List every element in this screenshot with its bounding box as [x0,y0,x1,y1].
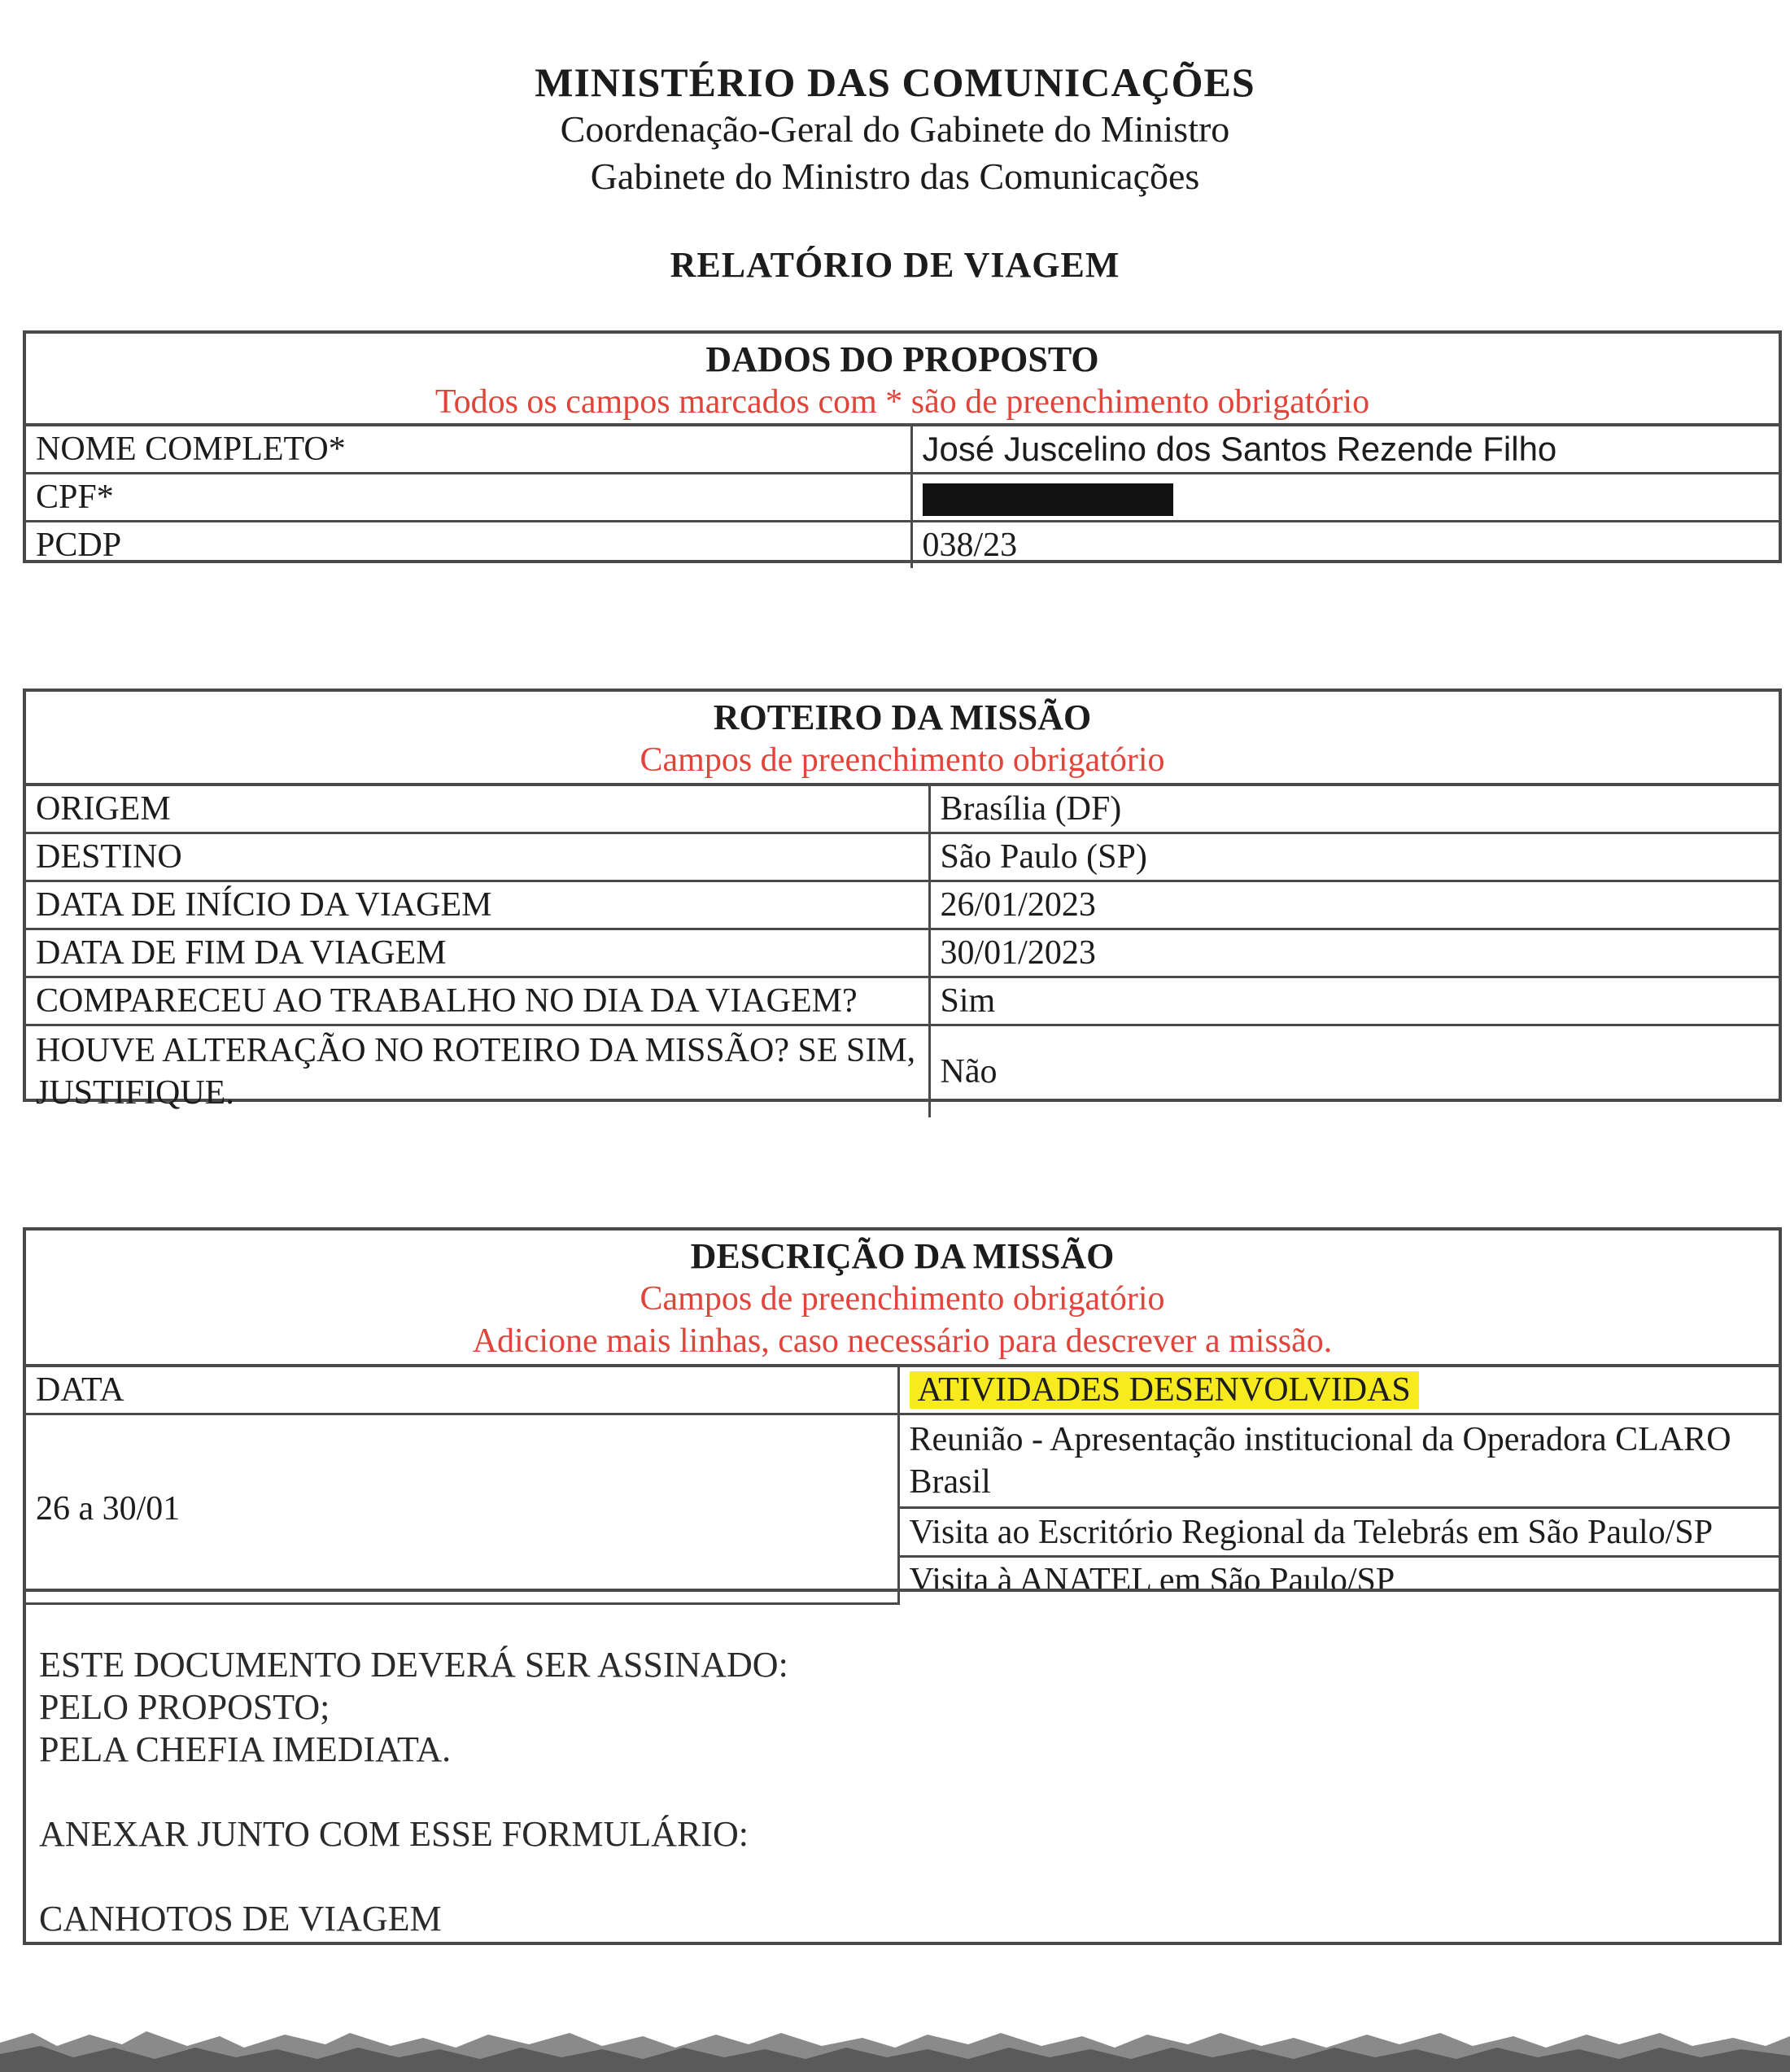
mission-date: 26 a 30/01 [26,1414,898,1604]
redaction-bar [923,483,1173,516]
table-row [26,929,1779,977]
cpf-value [911,474,1779,522]
field-label: HOUVE ALTERAÇÃO NO ROTEIRO DA MISSÃO? SE SIM, JUSTIFIQUE. [26,1025,929,1118]
table-row [26,1414,1779,1508]
field-value: São Paulo (SP) [929,833,1779,881]
descricao-table [26,1367,1779,1605]
table-row [26,474,1779,522]
instruction-line: ESTE DOCUMENTO DEVERÁ SER ASSINADO: [39,1645,788,1685]
field-label: PCDP [26,522,911,569]
field-value: 26/01/2023 [929,881,1779,929]
activity-item: Reunião - Apresentação institucional da Operadora CLARO Brasil [898,1414,1779,1508]
table-row [26,881,1779,929]
field-label: ORIGEM [26,786,929,833]
field-label: COMPARECEU AO TRABALHO NO DIA DA VIAGEM? [26,977,929,1025]
instruction-line: CANHOTOS DE VIAGEM [39,1899,442,1939]
proposto-title: DADOS DO PROPOSTO [705,339,1099,379]
ministry-title: MINISTÉRIO DAS COMUNICAÇÕES [535,59,1255,105]
proposto-required-note: Todos os campos marcados com * são de preenchimento obrigatório [434,383,1370,421]
descricao-add-lines-note: Adicione mais linhas, caso necessário para descrever a missão. [472,1322,1333,1360]
roteiro-required-note: Campos de preenchimento obrigatório [640,741,1165,779]
proposto-section [23,330,1782,563]
descricao-title: DESCRIÇÃO DA MISSÃO [690,1236,1115,1276]
instruction-line: PELO PROPOSTO; [39,1687,330,1727]
activity-item: Visita ao Escritório Regional da Telebrás em São Paulo/SP [898,1508,1779,1557]
pcdp-value: 038/23 [911,522,1779,569]
roteiro-title: ROTEIRO DA MISSÃO [713,697,1092,737]
field-value: 30/01/2023 [929,929,1779,977]
table-row [26,522,1779,569]
table-row [26,426,1779,474]
field-label: NOME COMPLETO* [26,426,911,474]
cabinet-subtitle: Gabinete do Ministro das Comunicações [590,155,1200,197]
report-title: RELATÓRIO DE VIAGEM [670,245,1120,285]
coordination-subtitle: Coordenação-Geral do Gabinete do Ministro [560,108,1230,150]
field-label: CPF* [26,474,911,522]
table-row [26,833,1779,881]
roteiro-table [26,786,1779,1117]
field-label: DATA DE FIM DA VIAGEM [26,929,929,977]
field-label: DESTINO [26,833,929,881]
proposto-table [26,426,1779,568]
activities-header-highlight: ATIVIDADES DESENVOLVIDAS [910,1371,1419,1409]
descricao-required-note: Campos de preenchimento obrigatório [640,1280,1165,1318]
table-row [26,1025,1779,1118]
activity-item: Visita à ANATEL em São Paulo/SP [898,1557,1779,1604]
full-name-value: José Juscelino dos Santos Rezende Filho [911,426,1779,474]
roteiro-section [23,688,1782,1112]
table-row [26,1367,1779,1414]
roteiro-header [26,692,1779,786]
torn-paper-edge [0,2010,1790,2072]
descricao-section [23,1227,1782,1600]
field-value: Brasília (DF) [929,786,1779,833]
descricao-header [26,1231,1779,1367]
instruction-line: PELA CHEFIA IMEDIATA. [39,1729,452,1769]
instruction-line: ANEXAR JUNTO COM ESSE FORMULÁRIO: [39,1814,749,1854]
field-value: Não [929,1025,1779,1118]
activities-column-header [898,1367,1779,1414]
proposto-header [26,334,1779,426]
field-value: Sim [929,977,1779,1025]
field-label: DATA DE INÍCIO DA VIAGEM [26,881,929,929]
instructions-box [23,1589,1782,1945]
table-row [26,977,1779,1025]
table-row [26,786,1779,833]
date-column-header: DATA [26,1367,898,1414]
